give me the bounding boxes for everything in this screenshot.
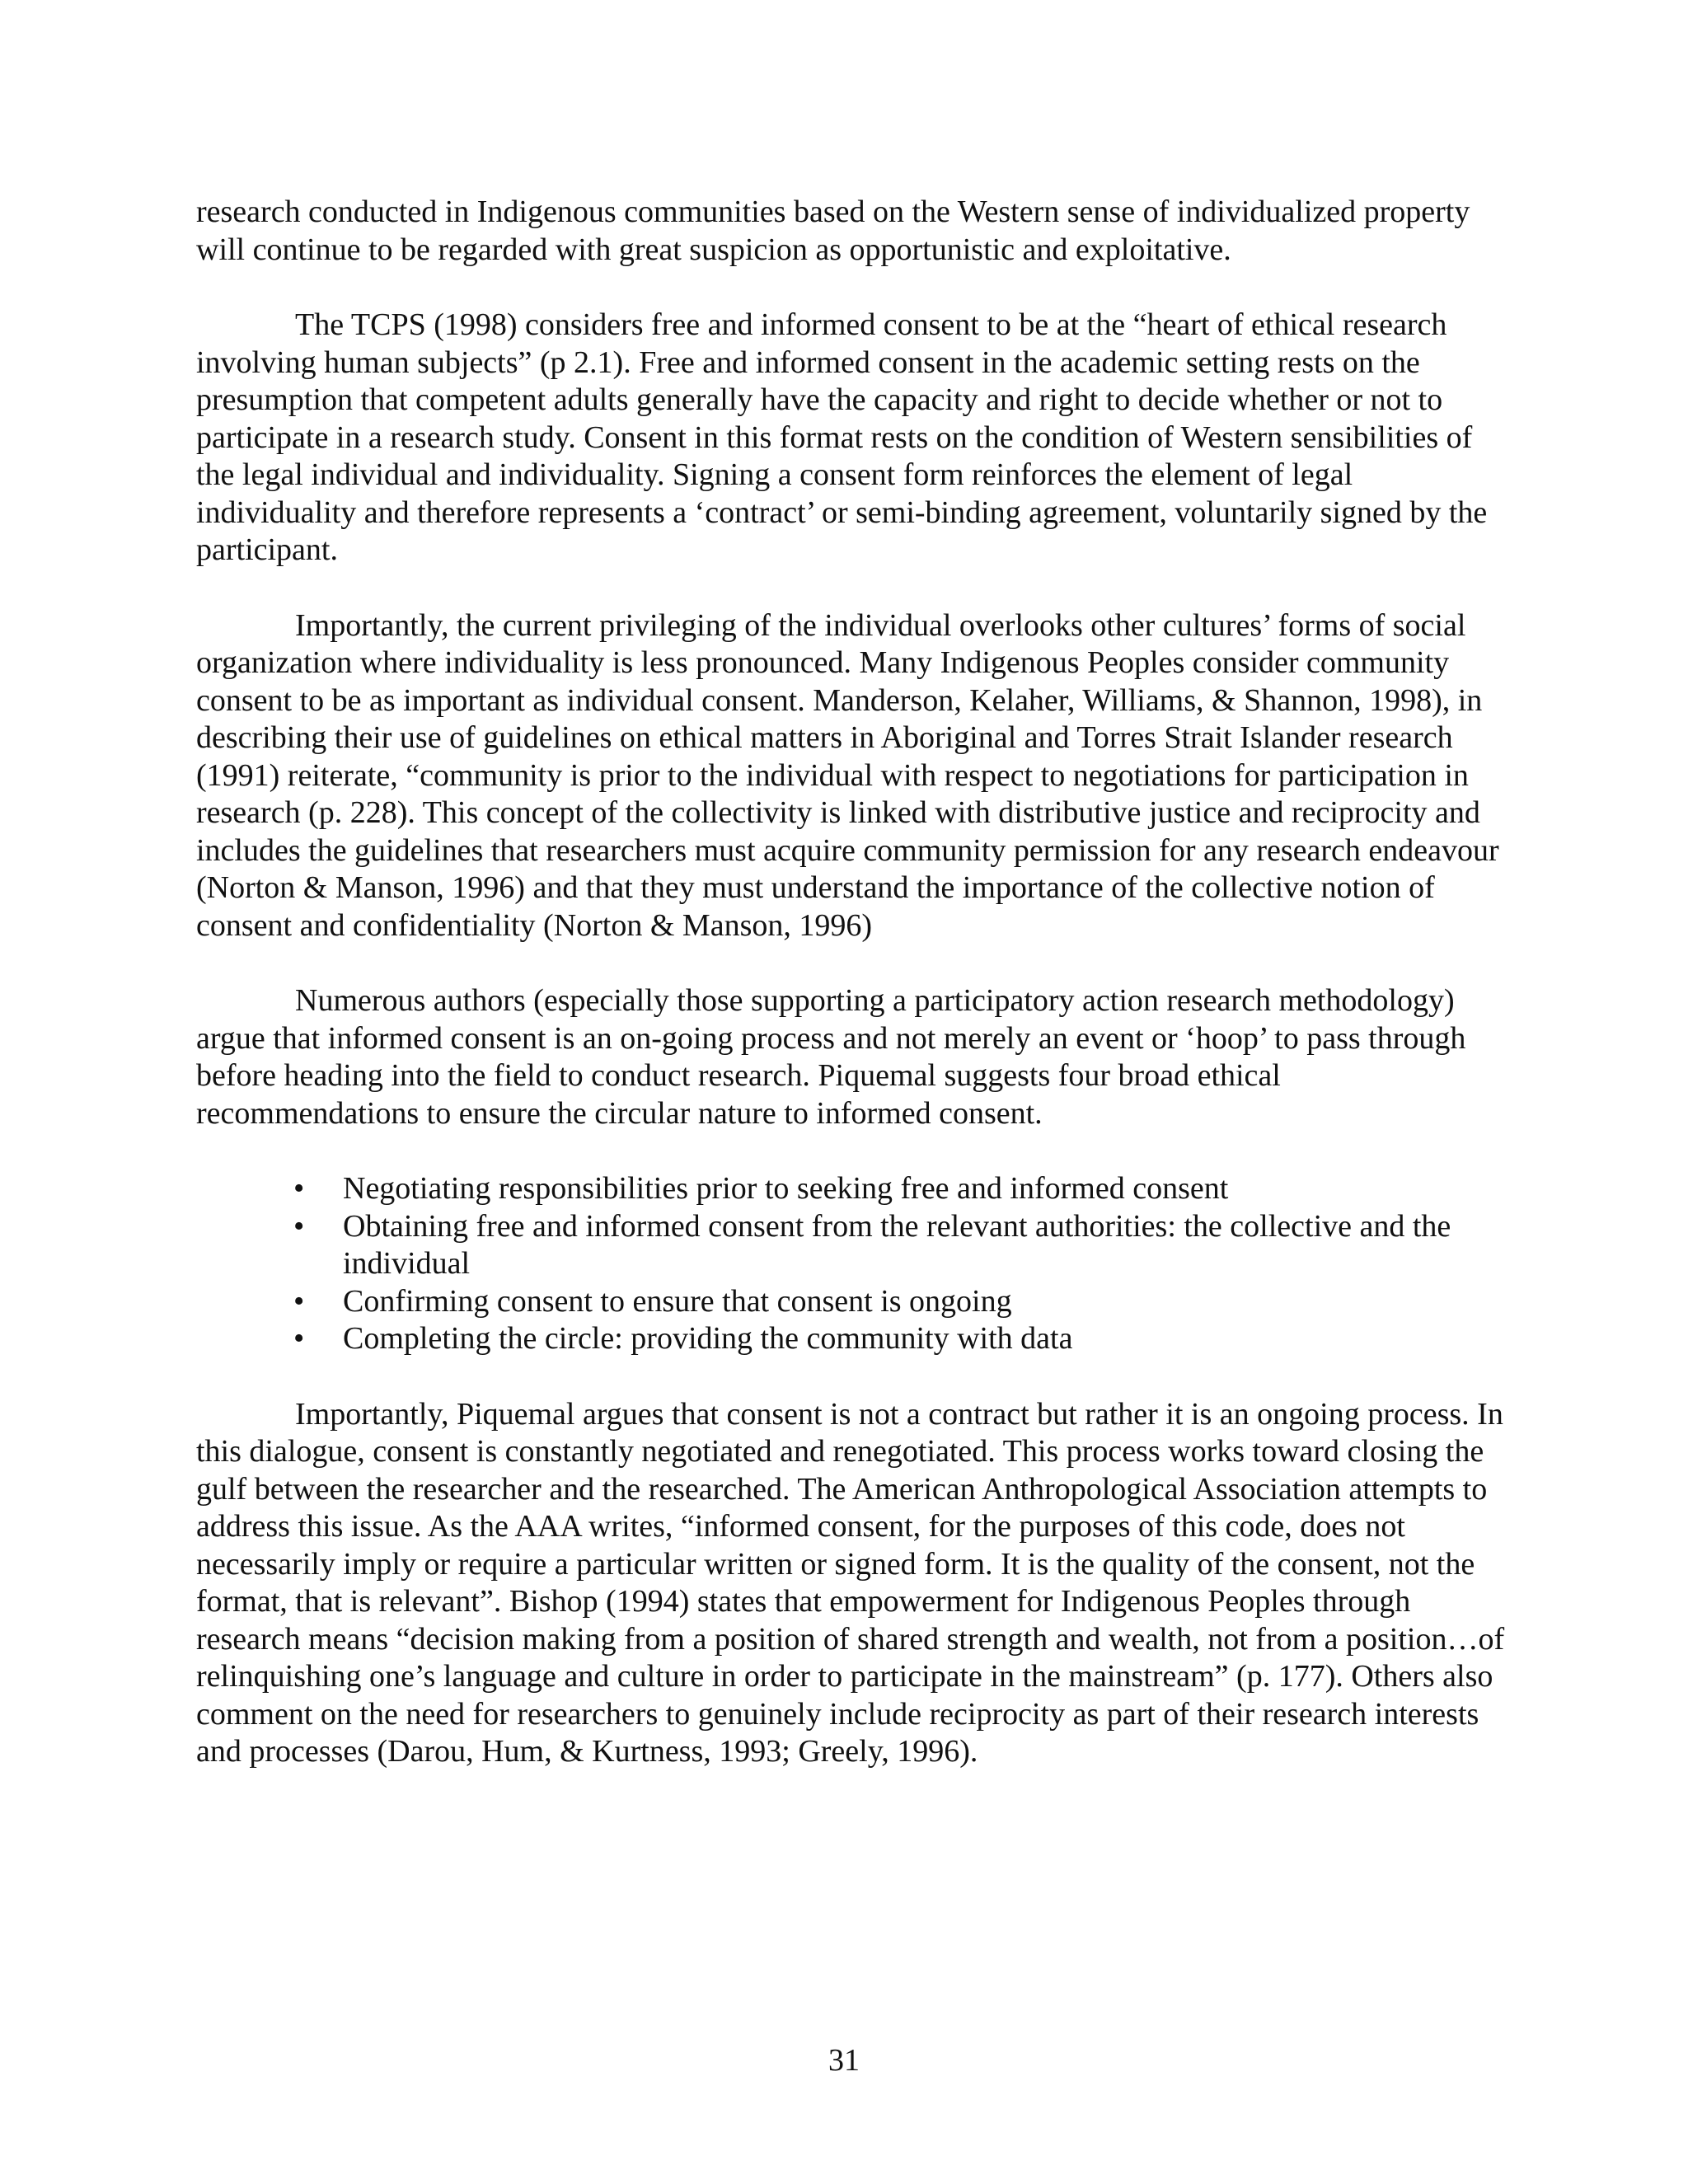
page-number: 31 (828, 2043, 860, 2078)
list-item-text: Confirming consent to ensure that consent is ongoing (343, 1283, 1012, 1319)
list-item (196, 1170, 1507, 1208)
bullet-icon: • (293, 1171, 305, 1206)
paragraph-continuation: research conducted in Indigenous communities based on the Western sense of individualized property will continue to be regarded with great suspicion as opportunistic and exploitative. (196, 194, 1470, 267)
recommendations-list (196, 1170, 1507, 1358)
bullet-icon: • (293, 1283, 305, 1319)
bullet-icon: • (293, 1321, 305, 1356)
list-item (196, 1208, 1507, 1283)
bullet-icon: • (293, 1208, 305, 1244)
list-item (196, 1320, 1507, 1358)
document-body (196, 194, 1507, 1809)
list-item-text: Obtaining free and informed consent from the relevant authorities: the collective and the individual (343, 1208, 1451, 1281)
list-item (196, 1283, 1507, 1321)
paragraph-ongoing-process: Numerous authors (especially those supporting a participatory action research methodology) argue that informed consent is an on-going process and not merely an event or ‘hoop’ to pass through before heading into the field to conduct research. Piquemal suggests four broad ethical recommendations to ensure the circular nature to informed consent. (196, 983, 1466, 1131)
paragraph-piquemal-argument: Importantly, Piquemal argues that consent is not a contract but rather it is an ongoing process. In this dialogue, consent is constantly negotiated and renegotiated. This process works toward closing the gulf between the researcher and the researched. The American Anthropological Association attempts to address this issue. As the AAA writes, “informed consent, for the purposes of this code, does not necessarily imply or require a particular written or signed form. It is the quality of the consent, not the format, that is relevant”. Bishop (1994) states that empowerment for Indigenous Peoples through research means “decision making from a position of shared strength and wealth, not from a position…of relinquishing one’s language and culture in order to participate in the mainstream” (p. 177). Others also comment on the need for researchers to genuinely include reciprocity as part of their research interests and processes (Darou, Hum, & Kurtness, 1993; Greely, 1996). (196, 1396, 1505, 1769)
paragraph-tcps-consent: The TCPS (1998) considers free and informed consent to be at the “heart of ethical research involving human subjects” (p 2.1). Free and informed consent in the academic setting rests on the presumption that competent adults generally have the capacity and right to decide whether or not to participate in a research study. Consent in this format rests on the condition of Western sensibilities of the legal individual and individuality. Signing a consent form reinforces the element of legal individuality and therefore represents a ‘contract’ or semi-binding agreement, voluntarily signed by the participant. (196, 307, 1488, 567)
list-item-text: Negotiating responsibilities prior to seeking free and informed consent (343, 1171, 1229, 1206)
list-item-text: Completing the circle: providing the community with data (343, 1321, 1073, 1356)
paragraph-community-consent: Importantly, the current privileging of the individual overlooks other cultures’ forms of social organization where individuality is less pronounced. Many Indigenous Peoples consider community consent to be as important as individual consent. Manderson, Kelaher, Williams, & Shannon, 1998), in describing their use of guidelines on ethical matters in Aboriginal and Torres Strait Islander research (1991) reiterate, “community is prior to the individual with respect to negotiations for participation in research (p. 228). This concept of the collectivity is linked with distributive justice and reciprocity and includes the guidelines that researchers must acquire community permission for any research endeavour (Norton & Manson, 1996) and that they must understand the importance of the collective notion of consent and confidentiality (Norton & Manson, 1996) (196, 607, 1499, 943)
